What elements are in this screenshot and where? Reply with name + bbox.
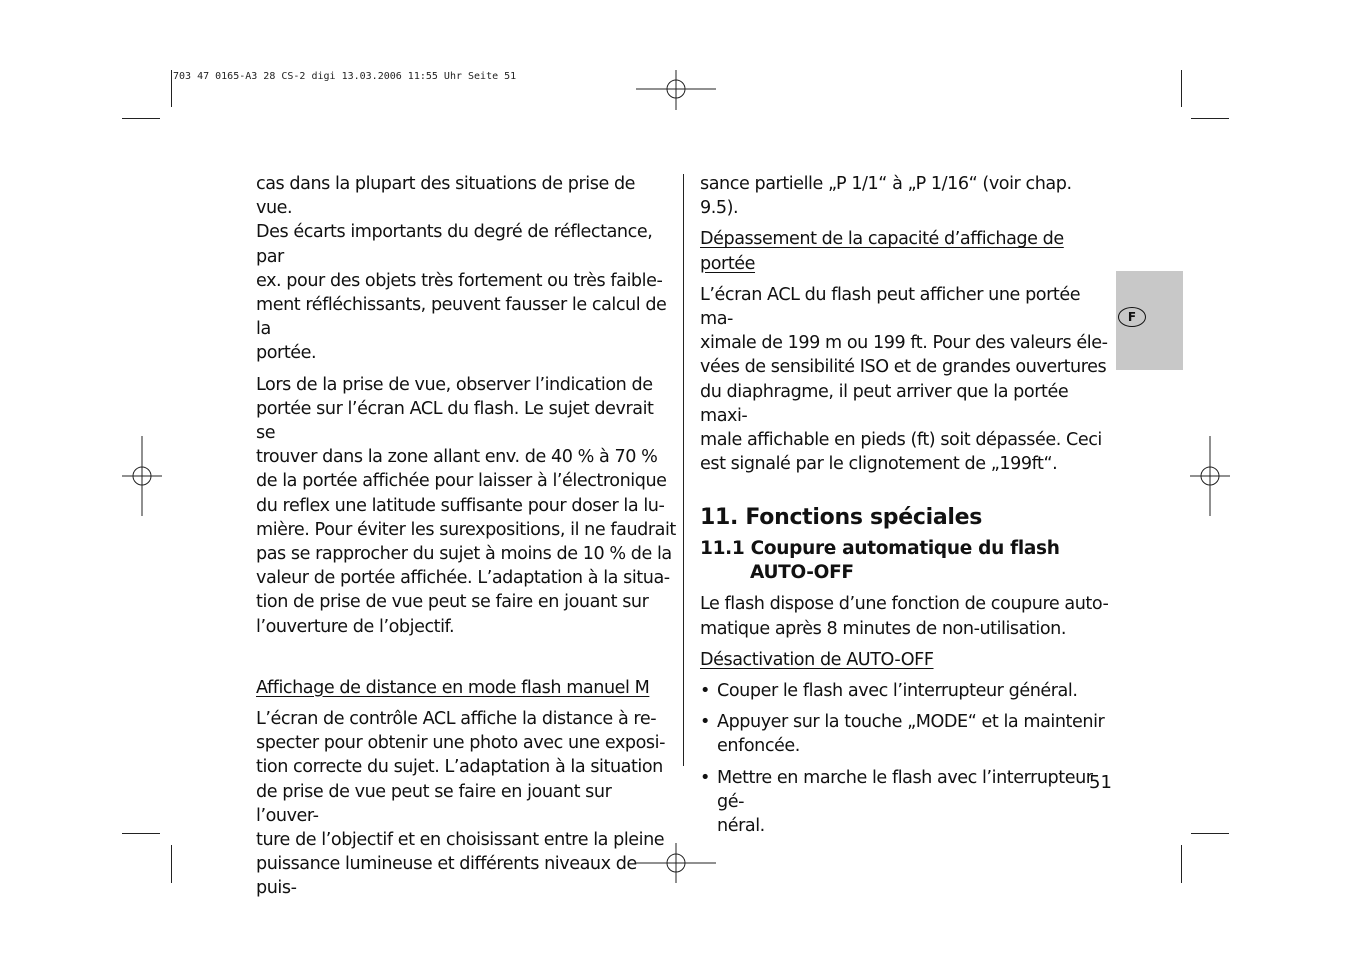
column-divider: [683, 174, 684, 766]
paragraph-reflectance: cas dans la plupart des situations de prise de vue. Des écarts importants du degré de réflectance, par ex. pour des objets très fortement ou très faible- ment réfléchissants, peuvent fausser le calcul de la portée.: [256, 174, 667, 364]
bullet-icon: •: [700, 712, 710, 733]
paragraph-range-indication: Lors de la prise de vue, observer l’indication de portée sur l’écran ACL du flash. Le sujet devrait se trouver dans la zone allant env. de 40 % à 70 % de la portée affichée pour laisser à l’électronique du reflex une latitude suffisante pour doser la lu- mière. Pour éviter les surexpositions, il ne faudrait pas se rapprocher du sujet à moins de 10 % de la valeur de portée affichée. L’adaptation à la situa- tion de prise de vue peut se faire en jouant sur l’ouverture de l’objectif.: [256, 374, 676, 637]
subheading-range-overflow: Dépassement de la capacité d’affichage de portée: [700, 229, 1064, 274]
registration-mark-left-icon: [122, 436, 162, 516]
crop-mark-top-right-h: [1191, 118, 1229, 119]
bullet-icon: •: [700, 767, 710, 788]
crop-mark-bottom-right-v: [1181, 845, 1182, 883]
crop-mark-top-right-v: [1181, 70, 1182, 107]
paragraph-range-overflow: L’écran ACL du flash peut afficher une portée ma- ximale de 199 m ou 199 ft. Pour des valeurs éle- vées de sensibilité ISO et de grandes ouvertures du diaphragme, il peut arriver que la portée maxi- male affichable en pieds (ft) soit dépassée. Ceci est signalé par le clignotement de „199ft“.: [700, 284, 1108, 475]
language-badge: F: [1118, 307, 1146, 327]
list-item: • Couper le flash avec l’interrupteur général.: [700, 679, 1116, 703]
list-item: • Mettre en marche le flash avec l’interrupteur gé- néral.: [700, 766, 1116, 839]
paragraph-auto-off: Le flash dispose d’une fonction de coupure auto- matique après 8 minutes de non-utilisation.: [700, 594, 1109, 639]
subheading-manual-distance: Affichage de distance en mode flash manuel M: [256, 677, 650, 698]
registration-mark-top-icon: [636, 70, 716, 110]
registration-mark-right-icon: [1190, 436, 1230, 516]
crop-mark-bottom-left-v: [171, 845, 172, 883]
subsection-heading: 11.1 Coupure automatique du flash AUTO-OFF: [700, 538, 1060, 584]
subheading-disable-auto-off: Désactivation de AUTO-OFF: [700, 649, 934, 670]
right-column: [700, 172, 1116, 838]
crop-mark-bottom-right-h: [1191, 833, 1229, 834]
crop-mark-top-left-h: [122, 118, 160, 119]
left-column: [256, 172, 676, 901]
paragraph-partial-power: sance partielle „P 1/1“ à „P 1/16“ (voir chap. 9.5).: [700, 174, 1072, 219]
print-header: 703 47 0165-A3 28 CS-2 digi 13.03.2006 11:55 Uhr Seite 51: [173, 71, 517, 82]
crop-mark-top-left-v: [171, 70, 172, 107]
crop-mark-bottom-left-h: [122, 833, 160, 834]
page-number: 51: [1089, 772, 1112, 793]
section-heading: 11. Fonctions spéciales: [700, 505, 983, 531]
bullet-icon: •: [700, 681, 710, 702]
list-item: • Appuyer sur la touche „MODE“ et la maintenir enfoncée.: [700, 710, 1116, 758]
paragraph-manual-distance: L’écran de contrôle ACL affiche la distance à re- specter pour obtenir une photo avec une exposi- tion correcte du sujet. L’adaptation à la situation de prise de vue peut se faire en jouant sur l’ouver- ture de l’objectif et en choisissant entre la pleine puissance lumineuse et différents niveaux de puis-: [256, 709, 665, 899]
